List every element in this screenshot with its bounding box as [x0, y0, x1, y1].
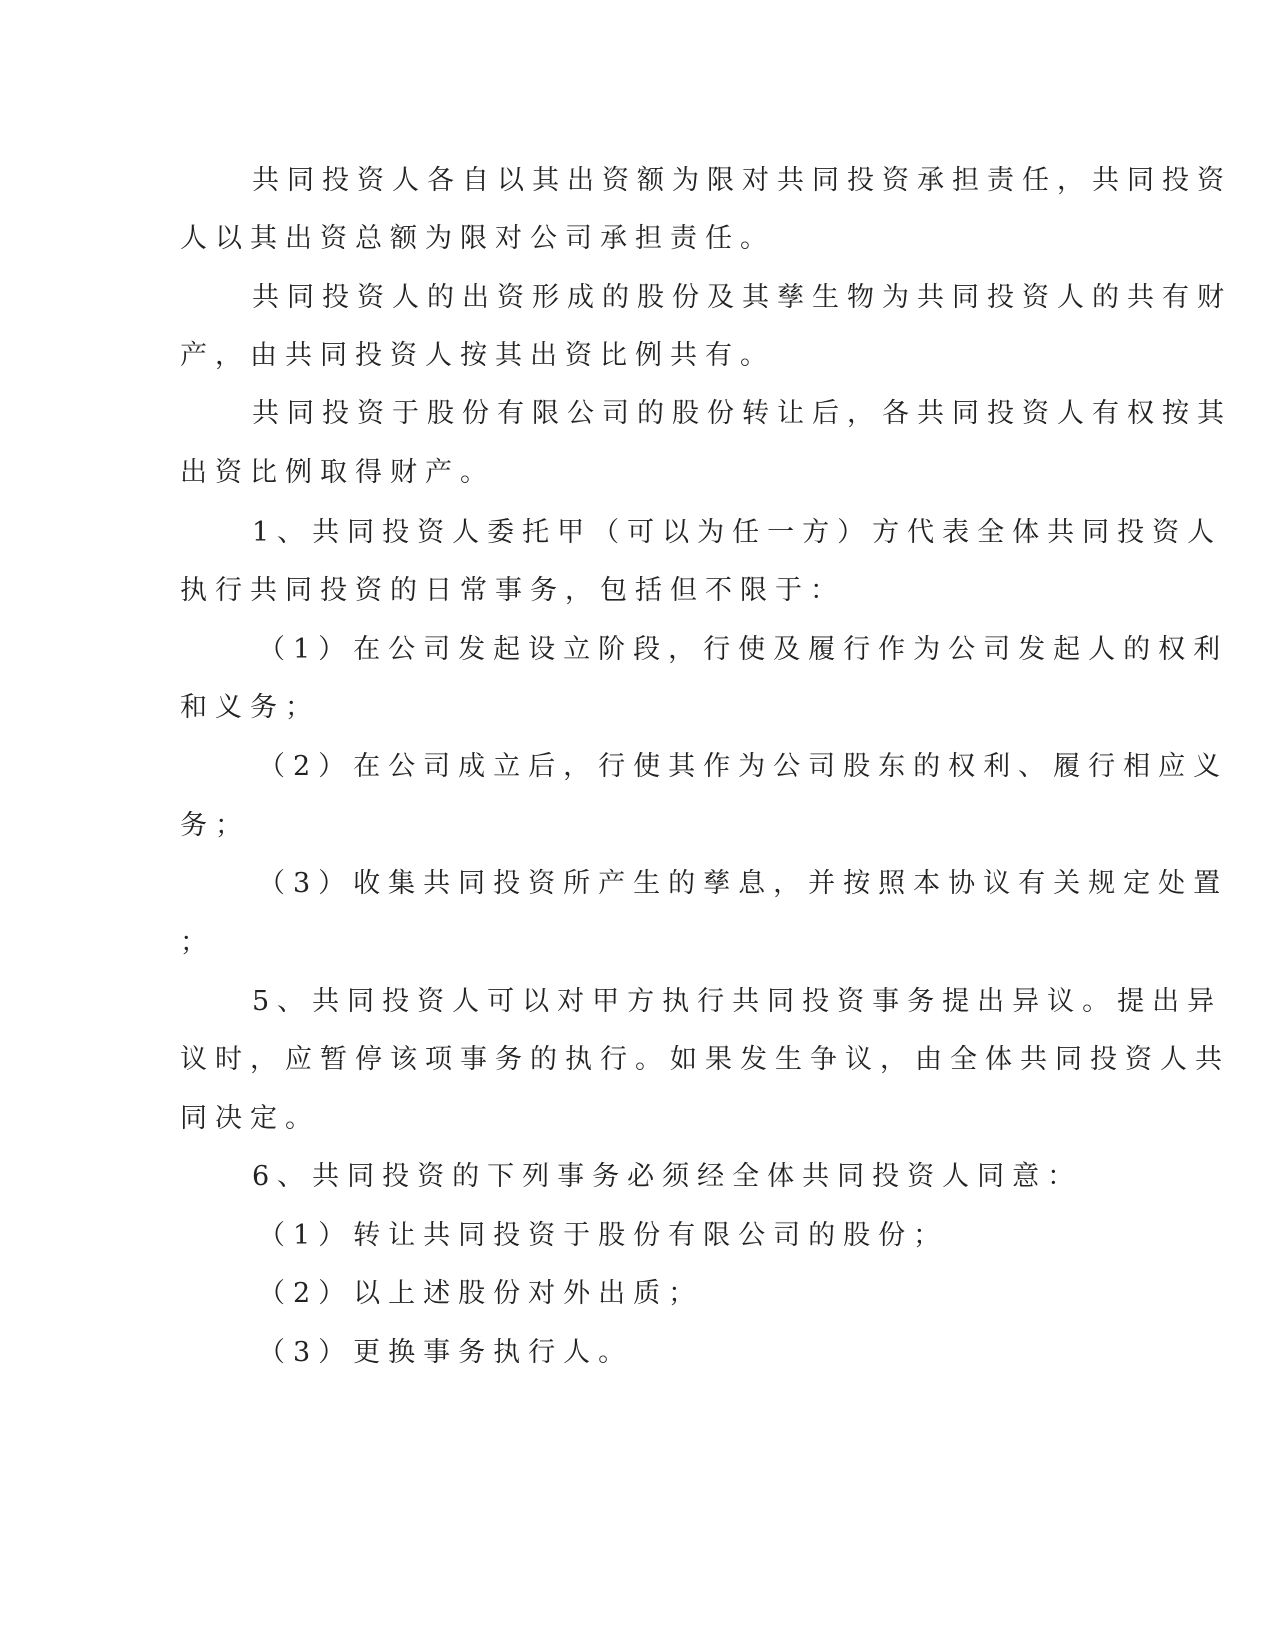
paragraph-1-line-2: 人以其出资总额为限对公司承担责任。	[180, 223, 775, 254]
clause-5-line-1: 5、共同投资人可以对甲方执行共同投资事务提出异议。提出异	[252, 986, 1223, 1017]
paragraph-3-line-1: 共同投资于股份有限公司的股份转让后，各共同投资人有权按其	[252, 398, 1232, 429]
clause-1-item-1-line-1: （1）在公司发起设立阶段，行使及履行作为公司发起人的权利	[258, 634, 1229, 665]
clause-6-item-2: （2）以上述股份对外出质；	[258, 1278, 704, 1309]
clause-6-item-3: （3）更换事务执行人。	[258, 1337, 634, 1368]
clause-1-item-2-line-1: （2）在公司成立后，行使其作为公司股东的权利、履行相应义	[258, 751, 1229, 782]
paragraph-3-line-2: 出资比例取得财产。	[180, 457, 495, 488]
paragraph-2-line-1: 共同投资人的出资形成的股份及其孳生物为共同投资人的共有财	[252, 282, 1232, 313]
clause-6-item-1: （1）转让共同投资于股份有限公司的股份；	[258, 1220, 949, 1251]
clause-6-line-1: 6、共同投资的下列事务必须经全体共同投资人同意：	[252, 1161, 1083, 1192]
paragraph-1-line-1: 共同投资人各自以其出资额为限对共同投资承担责任，共同投资	[252, 165, 1232, 196]
clause-1-line-1: 1、共同投资人委托甲（可以为任一方）方代表全体共同投资人	[252, 517, 1223, 548]
clause-1-item-3-line-1: （3）收集共同投资所产生的孳息，并按照本协议有关规定处置	[258, 868, 1229, 899]
clause-5-line-3: 同决定。	[180, 1103, 320, 1134]
clause-1-item-1-line-2: 和义务；	[180, 692, 320, 723]
clause-1-line-2: 执行共同投资的日常事务，包括但不限于：	[180, 575, 845, 606]
clause-1-item-2-line-2: 务；	[180, 810, 250, 841]
clause-1-item-3-line-2: ；	[180, 927, 215, 958]
paragraph-2-line-2: 产，由共同投资人按其出资比例共有。	[180, 340, 775, 371]
clause-5-line-2: 议时，应暂停该项事务的执行。如果发生争议，由全体共同投资人共	[180, 1044, 1230, 1075]
